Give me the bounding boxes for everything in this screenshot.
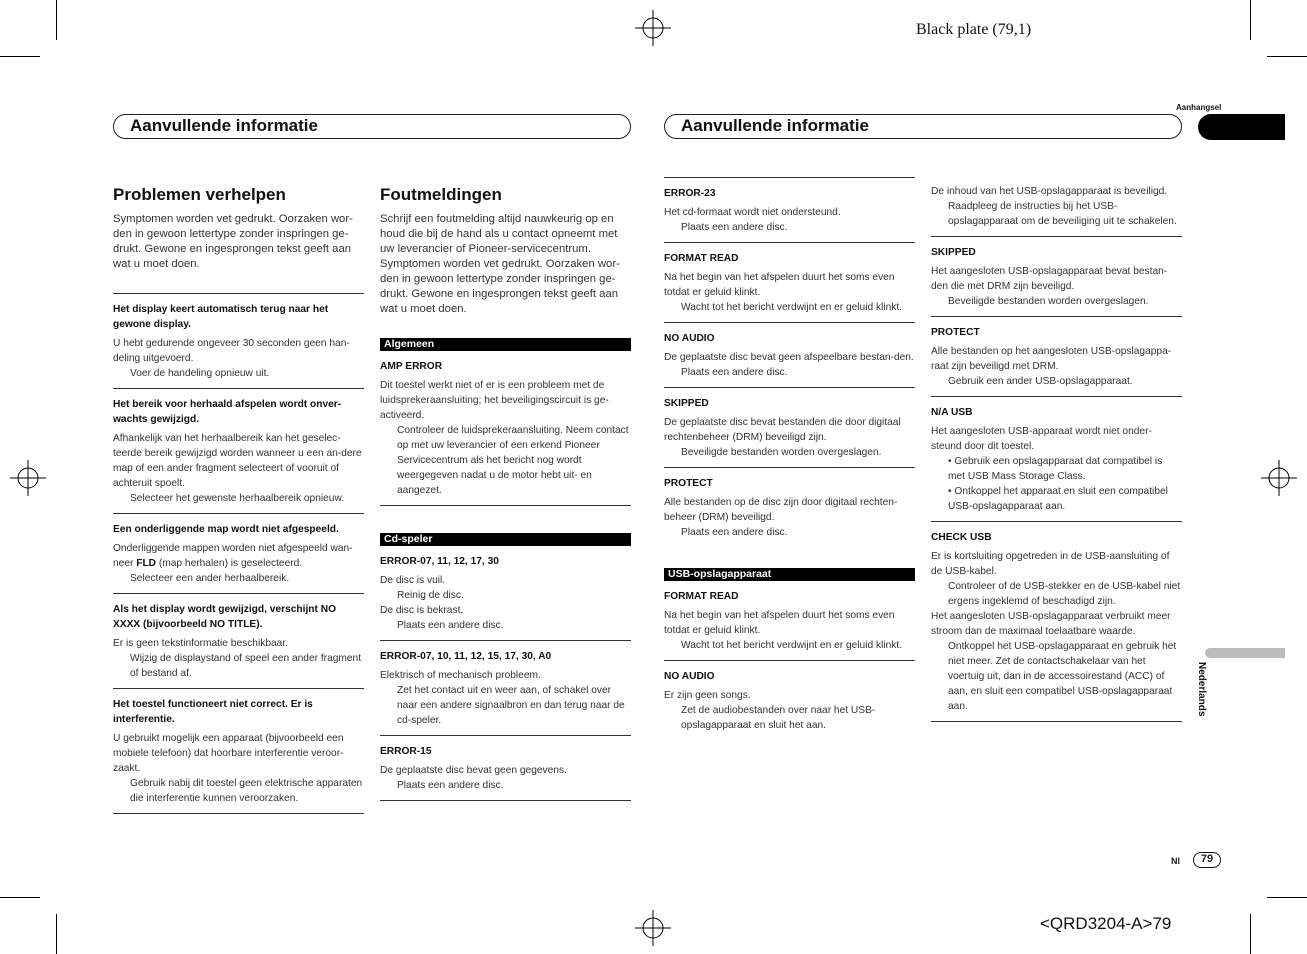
crop-mark (1250, 914, 1251, 954)
list-item (113, 388, 364, 513)
list-item (931, 316, 1182, 396)
cause: De disc is vuil. (380, 575, 446, 586)
action: Wacht tot het bericht verdwijnt en er geluid klinkt. (681, 302, 903, 313)
right-section-header: Aanvullende informatie (664, 114, 1182, 139)
cause: De geplaatste disc bevat bestanden die door digitaal rechtenbeheer (DRM) beveiligd zijn. (664, 417, 901, 443)
list-item (380, 359, 631, 505)
error-code: N/A USB (931, 407, 973, 418)
symptom: Het toestel functioneert niet correct. Er is interferentie. (113, 699, 313, 725)
symptom: Het bereik voor herhaald afspelen wordt onver-wachts gewijzigd. (113, 399, 342, 425)
footer-code: <QRD3204-A>79 (1040, 914, 1172, 933)
cause: U hebt gedurende ongeveer 30 seconden geen han-deling uitgevoerd. (113, 338, 350, 364)
cause: Na het begin van het afspelen duurt het soms even totdat er geluid klinkt. (664, 610, 895, 636)
cause: Het aangesloten USB-opslagapparaat verbruikt meer stroom dan de maximaal toelaatbare waarde. (931, 611, 1171, 637)
action: Zet de audiobestanden over naar het USB-opslagapparaat en sluit het aan. (681, 705, 876, 731)
column-cd-errors (664, 177, 915, 740)
subsection-band: USB-opslagapparaat (664, 568, 915, 581)
action: Plaats een andere disc. (681, 367, 788, 378)
registration-mark-icon (635, 910, 671, 946)
cause: U gebruikt mogelijk een apparaat (bijvoorbeeld een mobiele telefoon) dat hoorbare interferentie veroor-zaakt. (113, 733, 344, 774)
column-usb-errors (931, 184, 1182, 722)
action: Wacht tot het bericht verdwijnt en er geluid klinkt. (681, 640, 903, 651)
list-item (664, 242, 915, 322)
intro-text: Symptomen worden vet gedrukt. Oorzaken wor-den in gewoon lettertype zonder inspringen ge-drukt. Gewone en ingesprongen tekst geeft aan wat u moet doen. (113, 213, 353, 270)
crop-mark (0, 897, 40, 898)
cause: Alle bestanden op het aangesloten USB-opslagappa-raat zijn beveiligd met DRM. (931, 346, 1172, 372)
column-error-messages (380, 184, 631, 801)
divider (380, 505, 631, 533)
symptom: Het display keert automatisch terug naar het gewone display. (113, 304, 329, 330)
section-title: Problemen verhelpen (113, 185, 286, 204)
cause: Na het begin van het afspelen duurt het soms even totdat er geluid klinkt. (664, 272, 895, 298)
error-code: SKIPPED (664, 398, 709, 409)
error-code: ERROR-07, 10, 11, 12, 15, 17, 30, A0 (380, 651, 552, 662)
error-code: ERROR-15 (380, 746, 432, 757)
list-item (380, 554, 631, 640)
subsection-band: Algemeen (380, 338, 631, 351)
list-item (380, 735, 631, 801)
error-code: NO AUDIO (664, 671, 715, 682)
page-number: 79 (1193, 852, 1221, 868)
list-item (113, 513, 364, 593)
action: Beveiligde bestanden worden overgeslagen. (948, 296, 1149, 307)
crop-mark (56, 0, 57, 40)
list-item (931, 521, 1182, 722)
list-item (664, 387, 915, 467)
crop-mark (1250, 0, 1251, 40)
cause-keyword: FLD (136, 558, 157, 569)
error-code: NO AUDIO (664, 333, 715, 344)
spacer (664, 547, 915, 568)
cause: Het aangesloten USB-apparaat wordt niet onder-steund door dit toestel. (931, 426, 1152, 452)
action: Controleer of de USB-stekker en de USB-kabel niet ergens ingeklemd of beschadigd zijn. (948, 581, 1181, 607)
list-item (664, 322, 915, 387)
action: Zet het contact uit en weer aan, of schakel over naar een andere signaalbron en dan terug naar de cd-speler. (397, 685, 625, 726)
bullet-action: • Ontkoppel het apparaat en sluit een compatibel USB-opslagapparaat aan. (948, 486, 1168, 512)
action: Plaats een andere disc. (397, 620, 504, 631)
registration-mark-icon (1261, 460, 1297, 496)
list-item (931, 184, 1182, 236)
section-tab (1198, 114, 1285, 140)
action: Plaats een andere disc. (681, 222, 788, 233)
list-item (931, 396, 1182, 521)
error-code: FORMAT READ (664, 253, 739, 264)
cause: Er zijn geen songs. (664, 690, 751, 701)
cause-text: (map herhalen) is geselecteerd. (156, 558, 303, 569)
list-item (380, 640, 631, 735)
action: Raadpleeg de instructies bij het USB-opslagapparaat om de beveiliging uit te schakelen. (948, 201, 1177, 227)
cause: De inhoud van het USB-opslagapparaat is beveiligd. (931, 186, 1168, 197)
action: Selecteer het gewenste herhaalbereik opnieuw. (130, 493, 345, 504)
action: Beveiligde bestanden worden overgeslagen. (681, 447, 882, 458)
list-item (113, 293, 364, 388)
bullet-action: • Gebruik een opslagapparaat dat compatibel is met USB Mass Storage Class. (948, 456, 1163, 482)
cause: De geplaatste disc bevat geen gegevens. (380, 765, 567, 776)
cause: Het cd-formaat wordt niet ondersteund. (664, 207, 841, 218)
side-label: Aanhangsel (1176, 103, 1222, 112)
intro-text: Schrijf een foutmelding altijd nauwkeurig op en houd die bij de hand als u contact opneemt met uw leverancier of Pioneer-servicecentrum. Symptomen worden vet gedrukt. Oorzaken wor-den in gewoon lettertype zonder inspringen ge-drukt. Gewone en ingesprongen tekst geeft aan wat u moet doen. (380, 213, 620, 315)
list-item (113, 593, 364, 688)
error-code: PROTECT (931, 327, 980, 338)
cause-text: Onderliggende mappen worden niet afgespeeld wan-neer (113, 543, 353, 569)
symptom: Een onderliggende map wordt niet afgespeeld. (113, 524, 339, 535)
error-code: ERROR-23 (664, 188, 716, 199)
cause: Het aangesloten USB-opslagapparaat bevat bestan-den die met DRM zijn beveiligd. (931, 266, 1168, 292)
error-code: SKIPPED (931, 247, 976, 258)
crop-mark (1267, 56, 1307, 57)
plate-label: Black plate (79,1) (916, 21, 1032, 38)
cause: Er is kortsluiting opgetreden in de USB-aansluiting of de USB-kabel. (931, 551, 1170, 577)
section-title: Foutmeldingen (380, 185, 502, 204)
language-tab: Nederlands (1196, 662, 1207, 717)
page-language: Nl (1171, 856, 1180, 866)
error-code: ERROR-07, 11, 12, 17, 30 (380, 556, 499, 567)
action: Plaats een andere disc. (397, 780, 504, 791)
left-section-header: Aanvullende informatie (113, 114, 631, 139)
subsection-band: Cd-speler (380, 533, 631, 546)
list-item (113, 688, 364, 814)
action: Voer de handeling opnieuw uit. (130, 368, 270, 379)
cause: Er is geen tekstinformatie beschikbaar. (113, 638, 288, 649)
language-tab-marker (1205, 648, 1285, 658)
list-item (664, 589, 915, 660)
cause: Alle bestanden op de disc zijn door digitaal rechten-beheer (DRM) beveiligd. (664, 497, 898, 523)
action: Gebruik een ander USB-opslagapparaat. (948, 376, 1133, 387)
error-code: PROTECT (664, 478, 713, 489)
list-item (664, 177, 915, 242)
column-troubleshooting (113, 184, 364, 814)
action: Wijzig de displaystand of speel een ander fragment of bestand af. (130, 653, 362, 679)
crop-mark (56, 914, 57, 954)
error-code: FORMAT READ (664, 591, 739, 602)
crop-mark (1267, 897, 1307, 898)
cause: Elektrisch of mechanisch probleem. (380, 670, 541, 681)
error-code: AMP ERROR (380, 361, 443, 372)
cause (113, 541, 364, 571)
symptom: Als het display wordt gewijzigd, verschijnt NO XXXX (bijvoorbeeld NO TITLE). (113, 604, 337, 630)
cause: Afhankelijk van het herhaalbereik kan het geselec-teerde bereik gewijzigd worden wanneer u een an-dere map of een ander fragment selecteert of vooruit of achteruit spoelt. (113, 433, 362, 489)
list-item (664, 660, 915, 740)
list-item (664, 467, 915, 547)
action: Reinig de disc. (397, 590, 464, 601)
action: Ontkoppel het USB-opslagapparaat en gebruik het niet meer. Zet de contactschakelaar van het voertuig uit, dan in de accessoirestand (ACC) of aan, en sluit een compatibel USB-opslagapparaat aan. (948, 641, 1177, 712)
action: Plaats een andere disc. (681, 527, 788, 538)
error-code: CHECK USB (931, 532, 992, 543)
cause: Dit toestel werkt niet of er is een probleem met de luidsprekeraansluiting; het beveiligingscircuit is ge-activeerd. (380, 380, 609, 421)
action: Selecteer een ander herhaalbereik. (130, 573, 290, 584)
registration-mark-icon (635, 10, 671, 46)
action: Gebruik nabij dit toestel geen elektrische apparaten die interferentie kunnen veroorzaken. (130, 778, 363, 804)
cause: De disc is bekrast. (380, 605, 464, 616)
registration-mark-icon (10, 460, 46, 496)
crop-mark (0, 56, 40, 57)
list-item (931, 236, 1182, 316)
cause: De geplaatste disc bevat geen afspeelbare bestan-den. (664, 352, 914, 363)
action: Controleer de luidsprekeraansluiting. Neem contact op met uw leverancier of een erkend Pioneer Servicecentrum als het bericht nog wordt weergegeven nadat u de motor hebt uit- en aangezet. (397, 425, 629, 496)
